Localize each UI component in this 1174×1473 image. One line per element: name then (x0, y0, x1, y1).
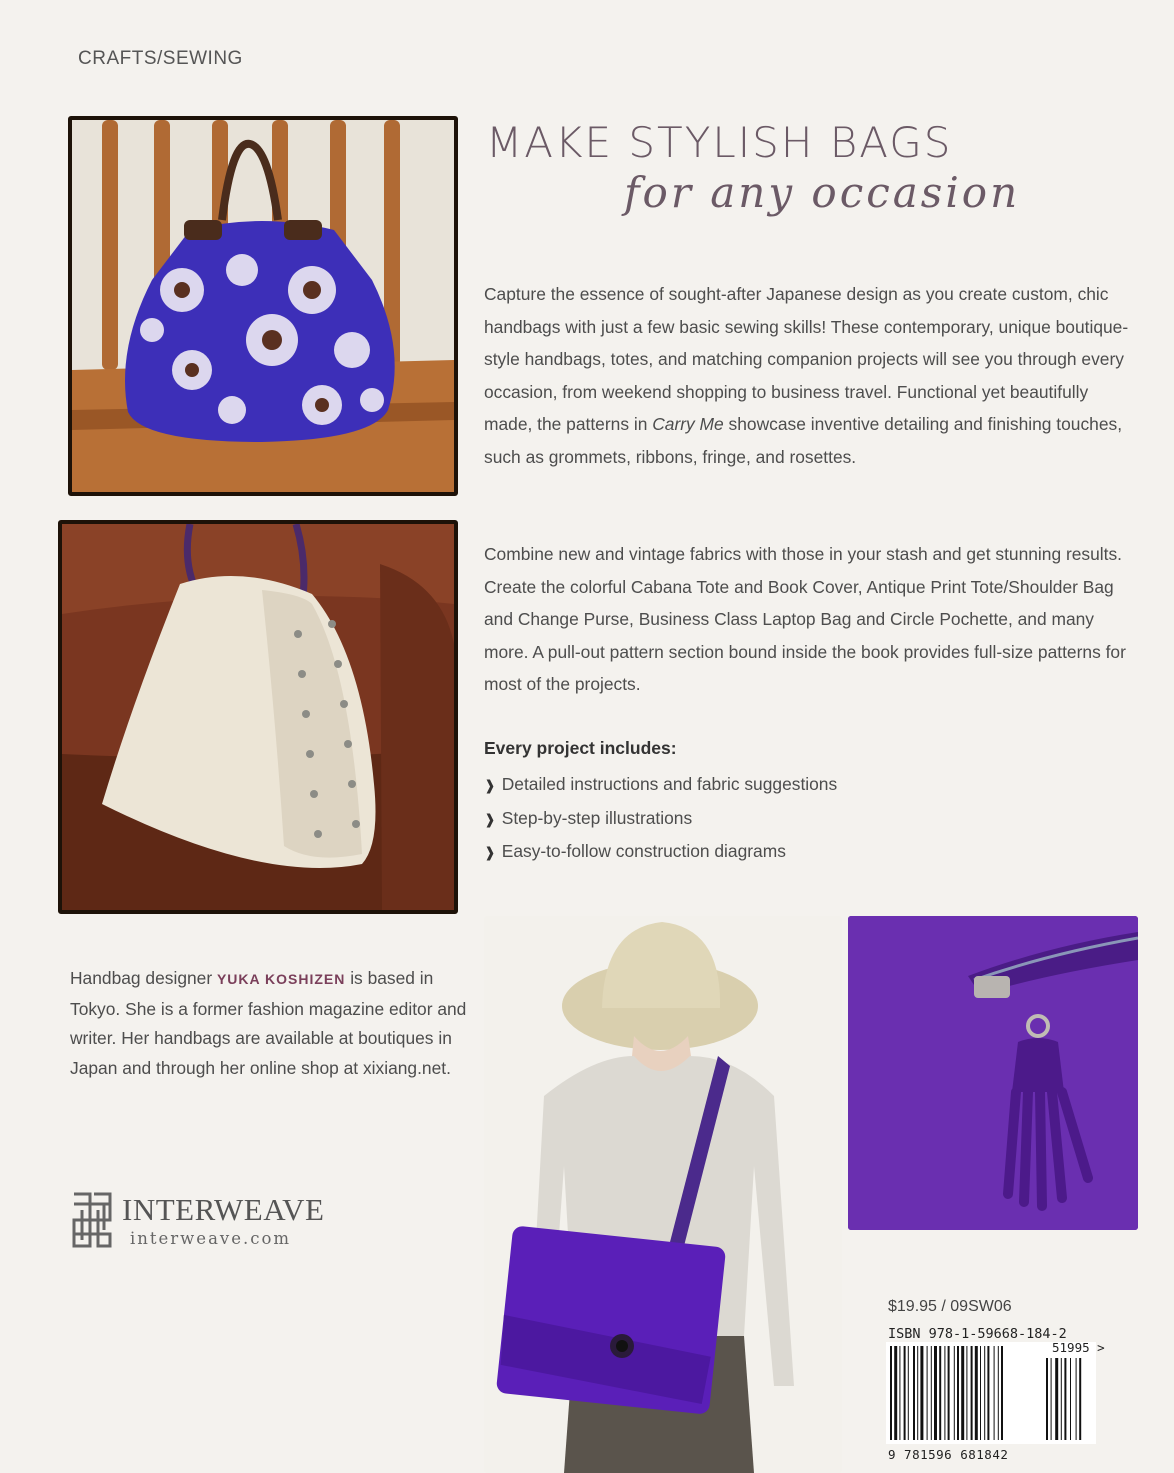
barcode-bar (1064, 1358, 1066, 1440)
barcode-bar (984, 1346, 985, 1440)
book-title: Carry Me (652, 414, 724, 435)
author-name: YUKA KOSHIZEN (216, 971, 346, 987)
barcode-bar (944, 1346, 945, 1440)
headline (486, 118, 1021, 217)
barcode-bar (1076, 1358, 1077, 1440)
includes-list (484, 768, 837, 869)
barcode-bar (1051, 1358, 1052, 1440)
barcode-bar (1055, 1358, 1058, 1440)
barcode-bar (908, 1346, 909, 1440)
publisher-url: interweave.com (130, 1229, 292, 1248)
barcode (886, 1342, 1096, 1444)
barcode-bar (1079, 1358, 1081, 1440)
barcode-bar (966, 1346, 967, 1440)
category-label: CRAFTS/SEWING (78, 48, 243, 69)
barcode-bar (954, 1346, 955, 1440)
list-item-label: Step-by-step illustrations (501, 807, 693, 828)
isbn-label: ISBN 978-1-59668-184-2 (888, 1326, 1067, 1342)
barcode-bar (1061, 1358, 1062, 1440)
list-item (484, 802, 837, 836)
barcode-bar (894, 1346, 897, 1440)
bullet-icon: ❱ (484, 777, 496, 793)
barcode-bar (934, 1346, 937, 1440)
barcode-digits: 9 781596 681842 (888, 1447, 1009, 1462)
barcode-bar (971, 1346, 973, 1440)
list-item-label: Easy-to-follow construction diagrams (501, 841, 786, 862)
barcode-bar (920, 1346, 923, 1440)
barcode-bar (980, 1346, 981, 1440)
barcode-bar (994, 1346, 995, 1440)
tassel-closeup-photo (848, 916, 1138, 1230)
barcode-bar (939, 1346, 941, 1440)
barcode-bar (917, 1346, 918, 1440)
barcode-bar (998, 1346, 999, 1440)
barcode-bar (1046, 1358, 1048, 1440)
bullet-icon: ❱ (484, 810, 496, 827)
barcode-bar (899, 1346, 900, 1440)
price-code: 51995 > (1052, 1340, 1105, 1355)
barcode-bar (904, 1346, 906, 1440)
barcode-bar (1001, 1346, 1003, 1440)
barcode-icon (886, 1342, 1096, 1444)
description-text: Capture the essence of sought-after Japanese design as you create custom, chic handbags with just a few basic sewing skills! These contemporary, unique boutique-style handbags, totes, and matching companion projects will see you through every occasion, from weekend shopping to business travel. Functional yet beautifully made, the patterns in (484, 284, 1129, 435)
headline-sub: for any occasion (624, 168, 1021, 217)
publisher-name: INTERWEAVE (122, 1192, 325, 1227)
barcode-bar (987, 1346, 989, 1440)
headline-main: MAKE STYLISH BAGS (486, 118, 953, 167)
list-item (484, 835, 837, 869)
interweave-knot-icon (70, 1190, 114, 1250)
floral-bag-photo (68, 116, 458, 496)
bio-text: is based in Tokyo. She is a former fashion magazine editor and writer. Her handbags are available at boutiques in Japan and through her online shop at xixiang.net. (70, 968, 467, 1078)
woman-with-bag-photo (484, 916, 842, 1473)
list-item-label: Detailed instructions and fabric suggestions (501, 774, 838, 794)
canvas-bag-photo (58, 520, 458, 914)
description-paragraph-2: Combine new and vintage fabrics with those in your stash and get stunning results. Create the colorful Cabana Tote and Book Cover, Antique Print Tote/Shoulder Bag and Change Purse, Business Class Laptop Bag and Circle Pochette, and many more. A pull-out pattern section bound inside the book provides full-size patterns for most of the projects. (484, 544, 1126, 695)
barcode-bar (890, 1346, 892, 1440)
barcode-bar (957, 1346, 959, 1440)
bullet-icon: ❱ (484, 844, 496, 861)
barcode-bar (975, 1346, 978, 1440)
bio-text: Handbag designer (70, 968, 217, 988)
description-paragraph-1 (484, 278, 1134, 474)
price-label: $19.95 / 09SW06 (888, 1298, 1012, 1315)
list-item (484, 768, 837, 802)
barcode-bar (913, 1346, 915, 1440)
description-text: showcase inventive detailing and finishing touches, such as grommets, ribbons, fringe, and rosettes. (484, 414, 1123, 467)
author-bio (70, 964, 470, 1083)
barcode-bar (931, 1346, 932, 1440)
barcode-bar (961, 1346, 964, 1440)
barcode-bar (1070, 1358, 1071, 1440)
barcode-bar (948, 1346, 950, 1440)
barcode-bar (927, 1346, 928, 1440)
includes-heading: Every project includes: (484, 738, 677, 758)
